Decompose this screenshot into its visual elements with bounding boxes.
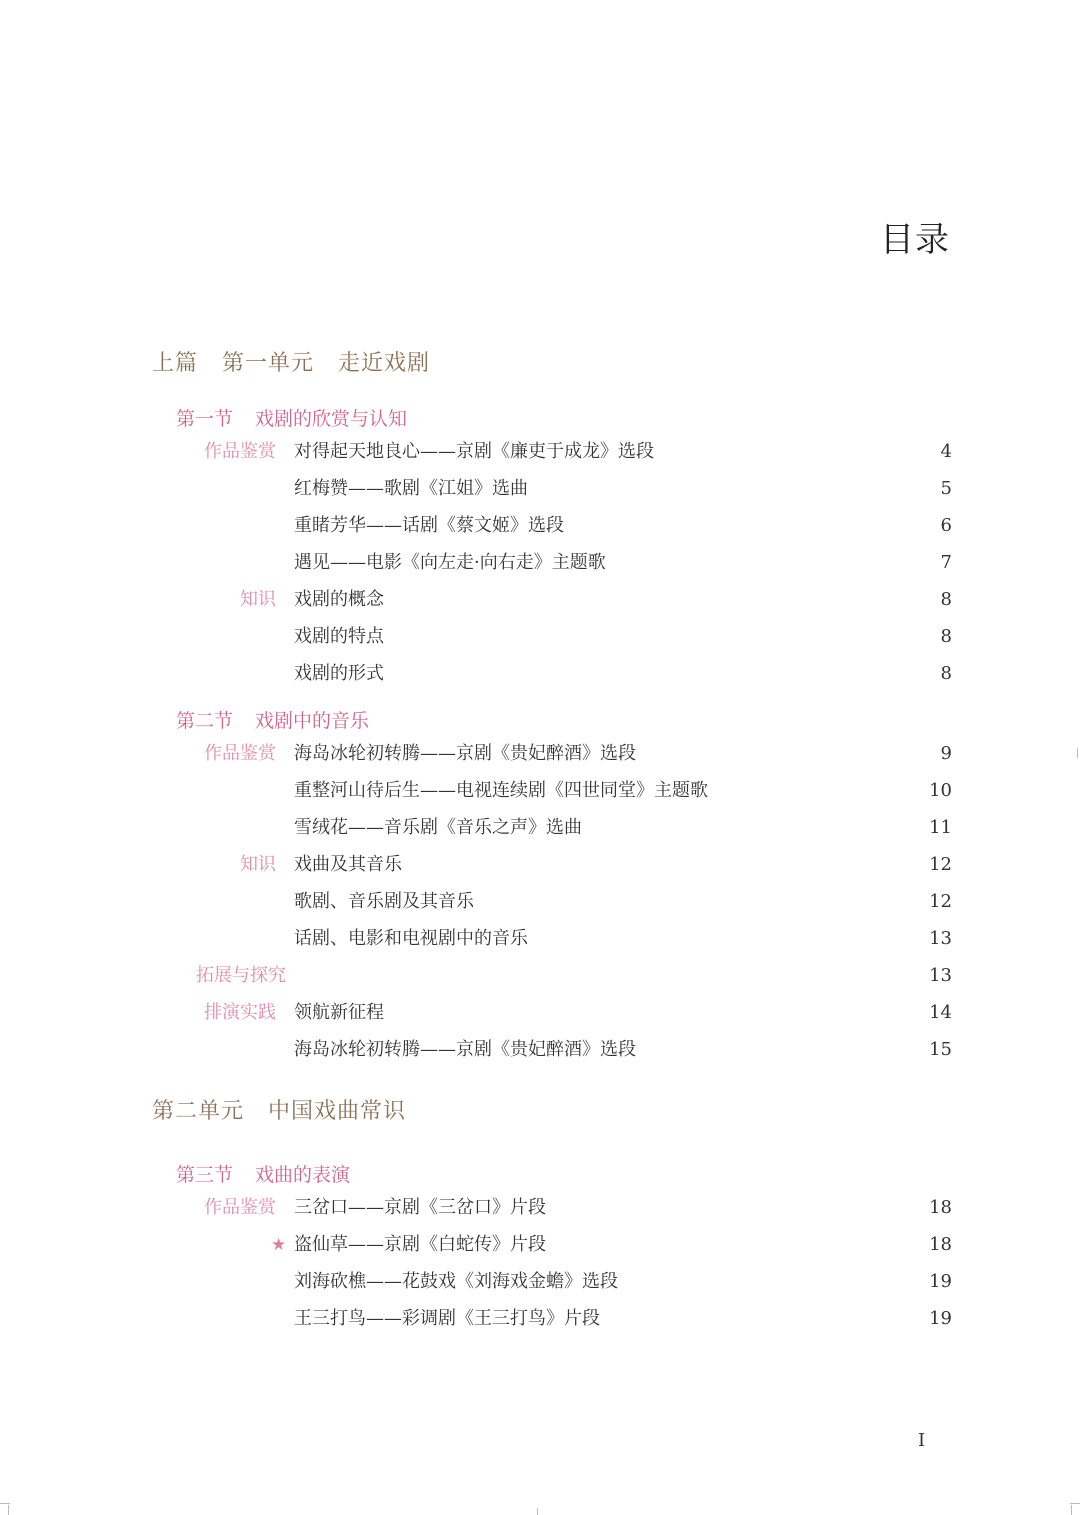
entry-category: 作品鉴赏 <box>204 441 276 462</box>
entry-category: 作品鉴赏 <box>204 1197 276 1218</box>
entry-title: 戏剧的概念 <box>294 589 384 610</box>
entry-title: 遇见——电影《向左走·向右走》主题歌 <box>294 552 606 573</box>
entry-category: 知识 <box>240 854 276 875</box>
crop-mark <box>8 1505 9 1515</box>
entry-title: 重整河山待后生——电视连续剧《四世同堂》主题歌 <box>294 780 708 801</box>
toc-entry[interactable] <box>150 739 952 769</box>
entry-title: 对得起天地良心——京剧《廉吏于成龙》选段 <box>294 441 654 462</box>
unit-name: 中国戏曲常识 <box>268 1099 407 1124</box>
section-title <box>176 706 369 733</box>
toc-entry[interactable] <box>150 1035 952 1065</box>
toc-entry[interactable] <box>150 474 952 504</box>
toc-entry[interactable] <box>150 585 952 615</box>
entry-page: 18 <box>929 1234 952 1255</box>
entry-title: 红梅赞——歌剧《江姐》选曲 <box>294 478 528 499</box>
entry-title: 海岛冰轮初转腾——京剧《贵妃醉酒》选段 <box>294 1039 636 1060</box>
section-label: 第二节 <box>176 710 234 732</box>
unit-name: 走近戏剧 <box>338 351 431 376</box>
unit-title <box>152 346 430 377</box>
section-label: 第三节 <box>176 1164 234 1186</box>
entry-page: 15 <box>929 1039 952 1060</box>
toc-entry[interactable] <box>150 511 952 541</box>
entry-title: 重睹芳华——话剧《蔡文姬》选段 <box>294 515 564 536</box>
entry-category: 作品鉴赏 <box>204 743 276 764</box>
unit-label: 第一单元 <box>222 351 315 376</box>
entry-page: 8 <box>940 626 952 647</box>
toc-entry[interactable] <box>150 887 952 917</box>
toc-entry[interactable] <box>150 961 952 991</box>
entry-page: 7 <box>940 552 952 573</box>
entry-page: 19 <box>929 1308 952 1329</box>
toc-entry[interactable] <box>150 1230 952 1260</box>
section-name: 戏剧中的音乐 <box>255 710 370 732</box>
entry-page: 8 <box>940 663 952 684</box>
entry-category: 知识 <box>240 589 276 610</box>
toc-entry[interactable] <box>150 813 952 843</box>
toc-entry[interactable] <box>150 776 952 806</box>
toc-entry[interactable] <box>150 659 952 689</box>
unit-prefix: 上篇 <box>152 351 199 376</box>
section-label: 第一节 <box>176 408 234 430</box>
entry-title: 雪绒花——音乐剧《音乐之声》选曲 <box>294 817 582 838</box>
crop-mark <box>537 1508 538 1515</box>
page-number: I <box>918 1430 926 1451</box>
entry-title: 话剧、电影和电视剧中的音乐 <box>294 928 528 949</box>
entry-page: 14 <box>929 1002 952 1023</box>
section-title <box>176 1160 350 1187</box>
toc-entry[interactable] <box>150 622 952 652</box>
section-name: 戏剧的欣赏与认知 <box>255 408 408 430</box>
toc-entry[interactable] <box>150 924 952 954</box>
entry-page: 18 <box>929 1197 952 1218</box>
entry-page: 6 <box>940 515 952 536</box>
toc-entry[interactable] <box>150 1267 952 1297</box>
crop-mark <box>1071 1505 1072 1515</box>
entry-page: 4 <box>940 441 952 462</box>
entry-title: 戏剧的特点 <box>294 626 384 647</box>
entry-category: 排演实践 <box>204 1002 276 1023</box>
entry-title: 海岛冰轮初转腾——京剧《贵妃醉酒》选段 <box>294 743 636 764</box>
page-title: 目录 <box>880 220 950 260</box>
entry-page: 19 <box>929 1271 952 1292</box>
entry-title: 王三打鸟——彩调剧《王三打鸟》片段 <box>294 1308 600 1329</box>
entry-title: 盗仙草——京剧《白蛇传》片段 <box>294 1234 546 1255</box>
crop-mark <box>1070 1503 1080 1504</box>
unit-label: 第二单元 <box>152 1099 245 1124</box>
entry-title: 戏曲及其音乐 <box>294 854 402 875</box>
toc-entry[interactable] <box>150 998 952 1028</box>
entry-title: 领航新征程 <box>294 1002 384 1023</box>
entry-category: 拓展与探究 <box>196 965 286 986</box>
toc-entry[interactable] <box>150 1304 952 1334</box>
entry-page: 12 <box>929 854 952 875</box>
entry-page: 10 <box>929 780 952 801</box>
star-icon: ★ <box>271 1235 287 1255</box>
toc-entry[interactable] <box>150 548 952 578</box>
entry-title: 三岔口——京剧《三岔口》片段 <box>294 1197 546 1218</box>
entry-title: 戏剧的形式 <box>294 663 384 684</box>
crop-mark <box>0 1503 10 1504</box>
entry-page: 11 <box>929 817 952 838</box>
crop-mark <box>1077 748 1078 758</box>
unit-title <box>152 1094 406 1125</box>
entry-page: 9 <box>940 743 952 764</box>
entry-page: 5 <box>940 478 952 499</box>
entry-title: 歌剧、音乐剧及其音乐 <box>294 891 474 912</box>
section-title <box>176 404 407 431</box>
toc-entry[interactable] <box>150 1193 952 1223</box>
entry-page: 13 <box>929 965 952 986</box>
section-name: 戏曲的表演 <box>255 1164 351 1186</box>
entry-page: 12 <box>929 891 952 912</box>
entry-page: 13 <box>929 928 952 949</box>
toc-entry[interactable] <box>150 850 952 880</box>
entry-title: 刘海砍樵——花鼓戏《刘海戏金蟾》选段 <box>294 1271 618 1292</box>
entry-page: 8 <box>940 589 952 610</box>
toc-entry[interactable] <box>150 437 952 467</box>
